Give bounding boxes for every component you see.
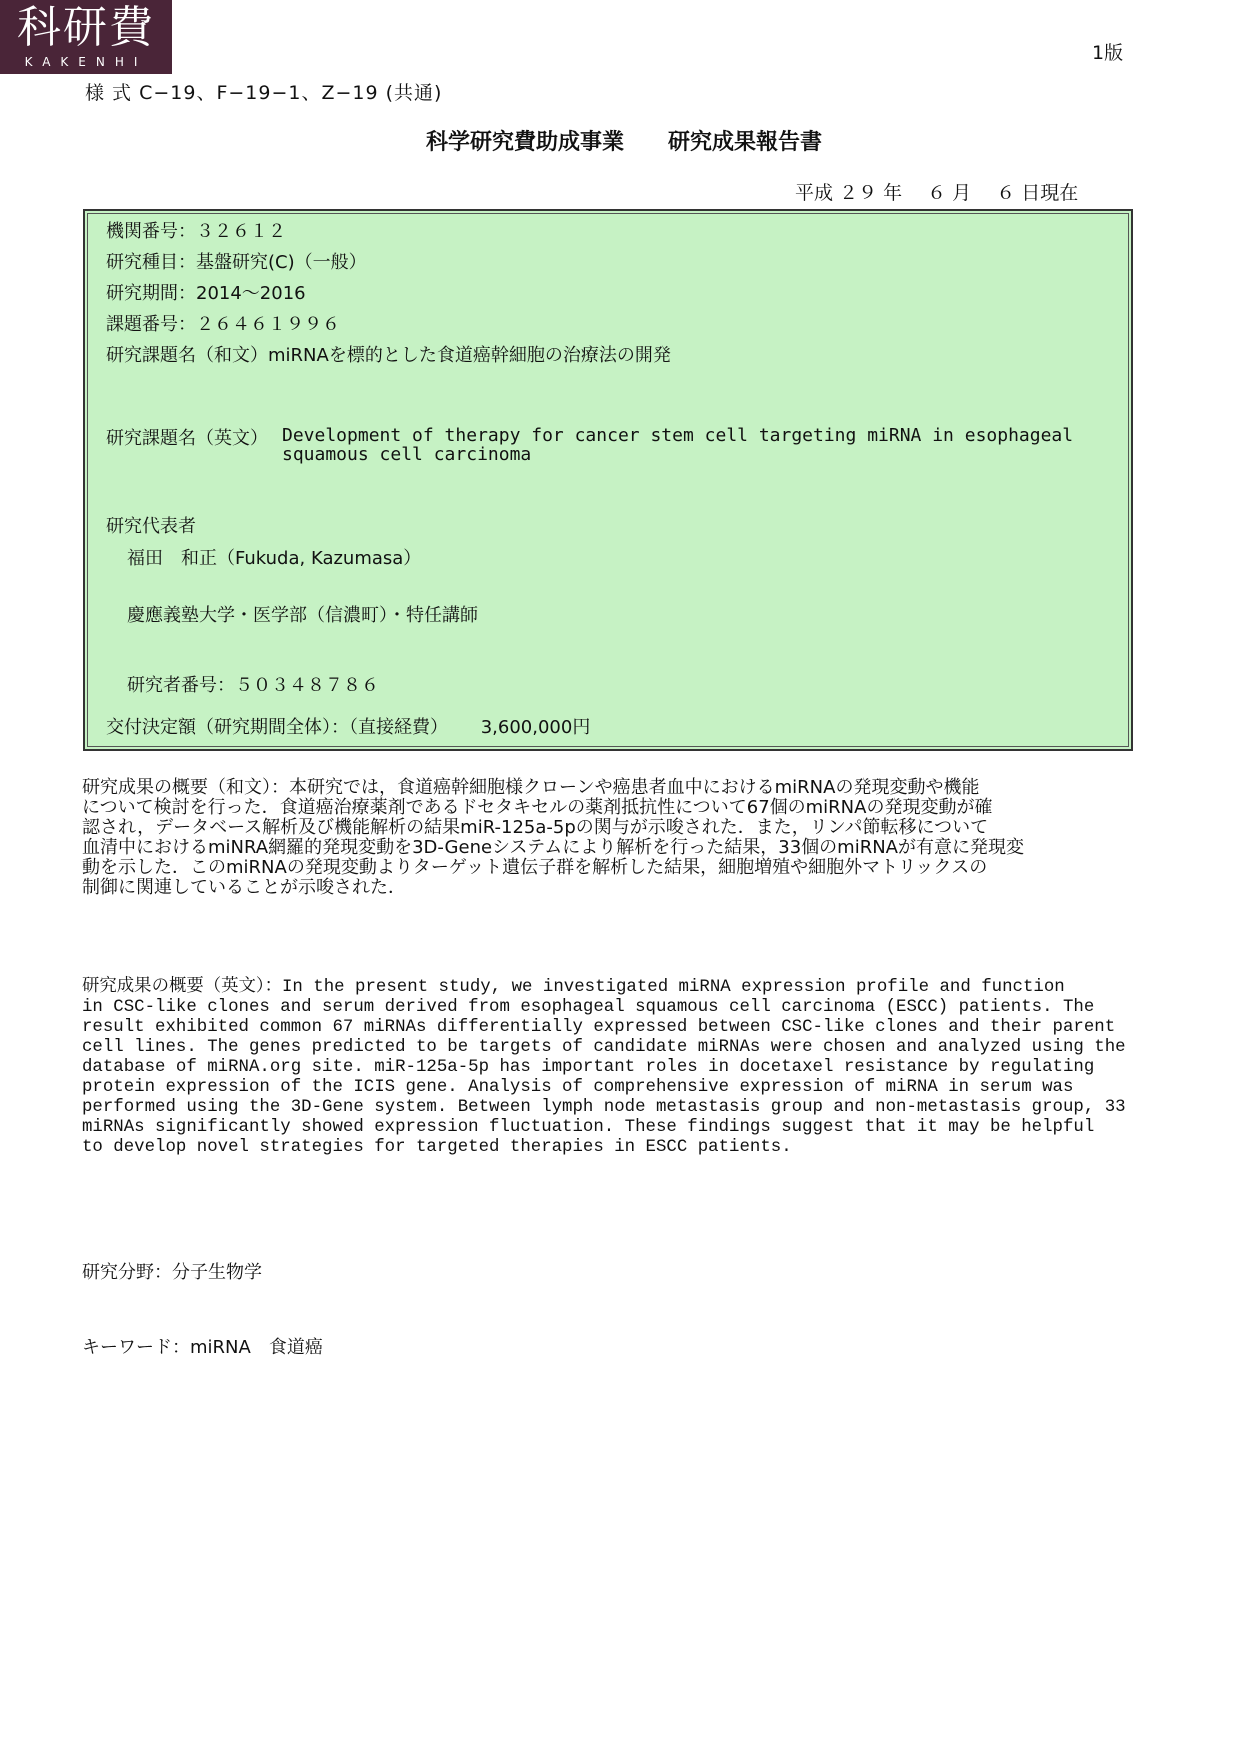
summary-en-line: performed using the 3D-Gene system. Between lymph node metastasis group and non-metastasis group, 33 bbox=[82, 1098, 1126, 1117]
research-category: 研究種目：基盤研究(C)（一般） bbox=[106, 252, 367, 273]
research-field: 研究分野：分子生物学 bbox=[82, 1262, 262, 1283]
edition-label: 1版 bbox=[1092, 42, 1124, 64]
summary-en-line: cell lines. The genes predicted to be targets of candidate miRNAs were chosen and analyzed using the bbox=[82, 1038, 1126, 1057]
summary-ja-line: 研究成果の概要（和文）：本研究では，食道癌幹細胞様クローンや癌患者血中におけるmiRNAの発現変動や機能 bbox=[82, 777, 980, 798]
keywords: キーワード：miRNA 食道癌 bbox=[82, 1337, 323, 1358]
summary-en-line: 研究成果の概要（英文）：In the present study, we investigated miRNA expression profile and function bbox=[82, 978, 1065, 997]
kakenhi-logo bbox=[0, 0, 172, 74]
report-title: 科学研究費助成事業 研究成果報告書 bbox=[426, 130, 823, 155]
grant-amount: 交付決定額（研究期間全体）：（直接経費） 3,600,000円 bbox=[106, 717, 591, 738]
logo-kanji: 科研費 bbox=[17, 2, 155, 53]
report-date: 平成 ２９ 年 ６ 月 ６ 日現在 bbox=[795, 182, 1079, 204]
project-title-ja: 研究課題名（和文）miRNAを標的とした食道癌幹細胞の治療法の開発 bbox=[106, 345, 671, 366]
project-info-box bbox=[83, 209, 1133, 751]
summary-ja bbox=[82, 778, 1024, 898]
summary-ja-line: 制御に関連していることが示唆された． bbox=[82, 877, 406, 898]
summary-en-line: to develop novel strategies for targeted therapies in ESCC patients. bbox=[82, 1138, 792, 1157]
representative-name: 福田 和正（Fukuda, Kazumasa） bbox=[127, 548, 422, 569]
summary-en-line: miRNAs significantly showed expression fluctuation. These findings suggest that it may be helpful bbox=[82, 1118, 1095, 1137]
project-title-en-label: 研究課題名（英文） bbox=[106, 428, 268, 449]
institution-number: 機関番号：３２６１２ bbox=[106, 221, 286, 242]
summary-en bbox=[82, 978, 1126, 1158]
logo-roman: KAKENHI bbox=[24, 55, 148, 69]
summary-en-line: database of miRNA.org site. miR-125a-5p has important roles in docetaxel resistance by regulating bbox=[82, 1058, 1095, 1077]
summary-en-line: in CSC-like clones and serum derived from esophageal squamous cell carcinoma (ESCC) patients. The bbox=[82, 998, 1095, 1017]
summary-ja-line: 血清中におけるmiNRA網羅的発現変動を3D-Geneシステムにより解析を行った結果，33個のmiRNAが有意に発現変 bbox=[82, 837, 1024, 858]
representative-affiliation: 慶應義塾大学・医学部（信濃町）・特任講師 bbox=[127, 605, 478, 626]
summary-ja-line: 動を示した．このmiRNAの発現変動よりターゲット遺伝子群を解析した結果，細胞増殖や細胞外マトリックスの bbox=[82, 857, 988, 878]
researcher-number: 研究者番号：５０３４８７８６ bbox=[127, 675, 379, 696]
research-period: 研究期間：2014～2016 bbox=[106, 283, 306, 304]
summary-en-line: result exhibited common 67 miRNAs differentially expressed between CSC-like clones and their parent bbox=[82, 1018, 1116, 1037]
summary-ja-line: について検討を行った．食道癌治療薬剤であるドセタキセルの薬剤抵抗性について67個のmiRNAの発現変動が確 bbox=[82, 797, 993, 818]
project-number: 課題番号：２６４６１９９６ bbox=[106, 314, 340, 335]
project-title-en-line2: squamous cell carcinoma bbox=[282, 444, 532, 465]
summary-ja-line: 認され，データベース解析及び機能解析の結果miR-125a-5pの関与が示唆された．また，リンパ節転移について bbox=[82, 817, 989, 838]
form-number: 様 式 C−19、F−19−1、Z−19 (共通) bbox=[85, 82, 443, 104]
project-title-en-line1: Development of therapy for cancer stem cell targeting miRNA in esophageal bbox=[282, 425, 1074, 446]
summary-en-line: protein expression of the ICIS gene. Analysis of comprehensive expression of miRNA in serum was bbox=[82, 1078, 1074, 1097]
representative-label: 研究代表者 bbox=[106, 516, 196, 537]
